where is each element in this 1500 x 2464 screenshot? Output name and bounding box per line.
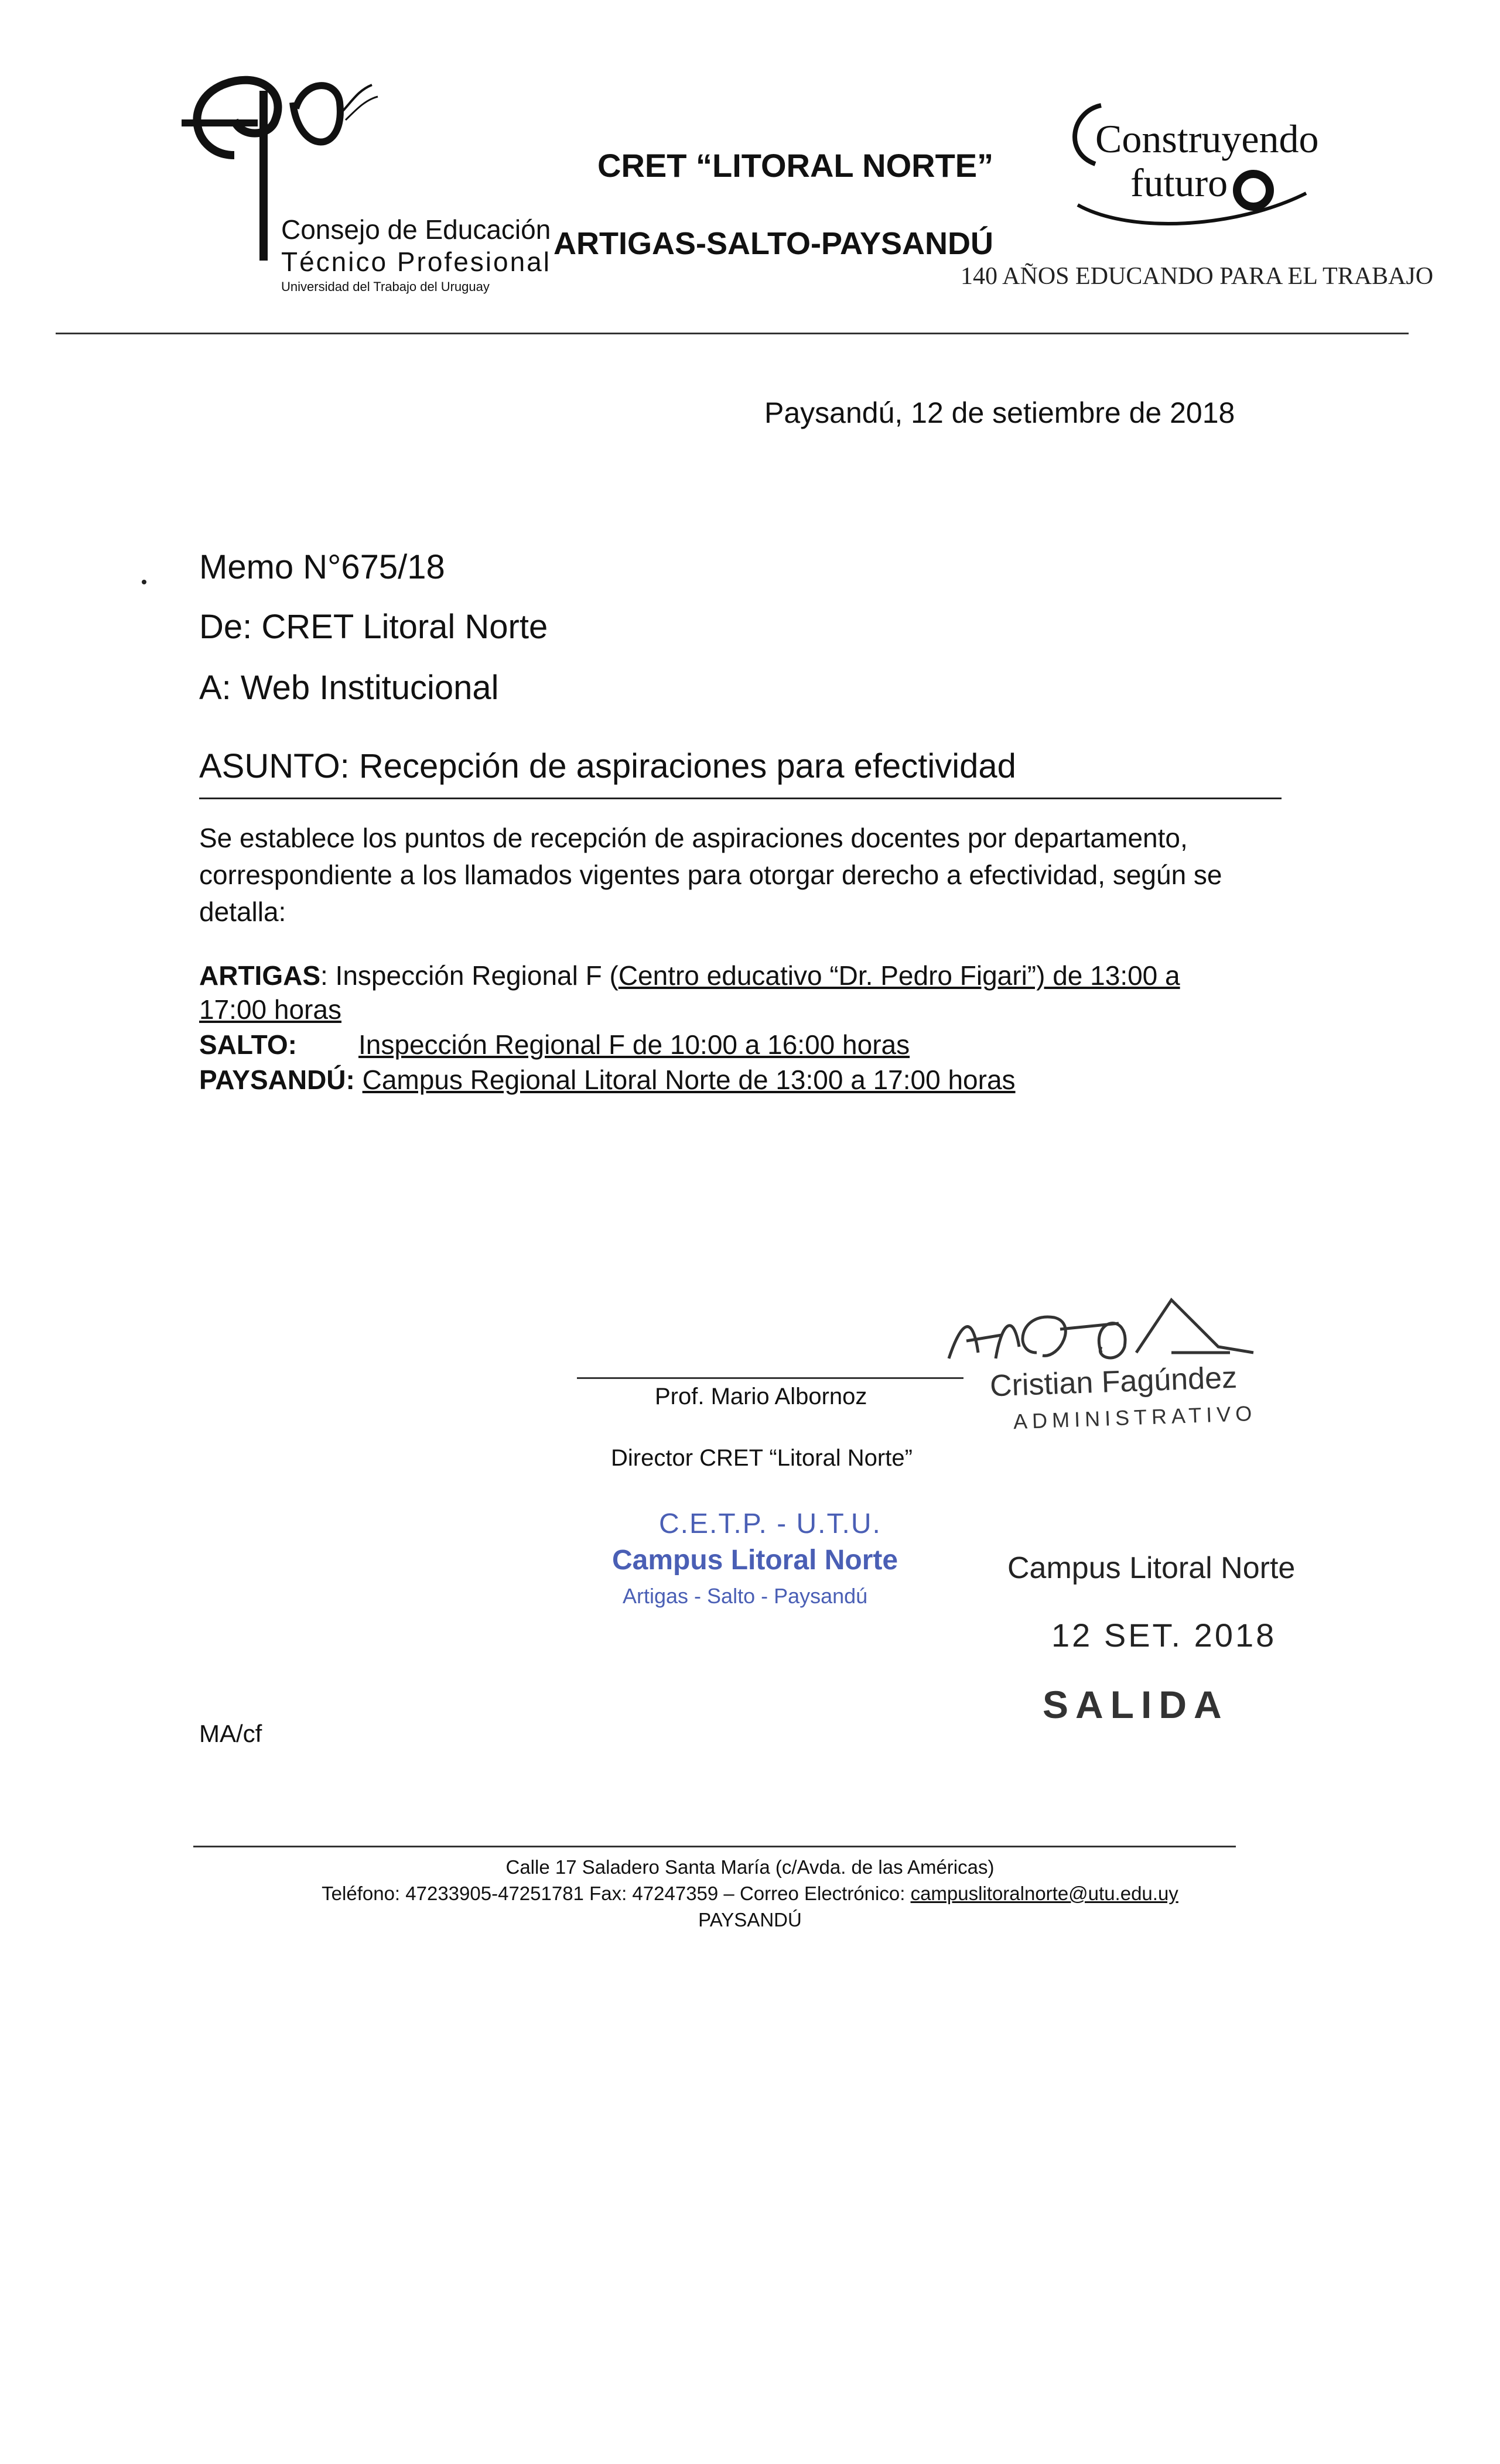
dept-artigas-pre: : Inspección Regional F (: [320, 960, 619, 991]
cetp-campus-stamp: [612, 1508, 940, 1613]
footer-contact: [0, 1883, 1500, 1905]
signature-line: [577, 1377, 963, 1379]
author-initials: MA/cf: [199, 1720, 262, 1747]
dept-artigas: [199, 959, 1180, 993]
signatory-role: Director CRET “Litoral Norte”: [611, 1445, 913, 1471]
dept-paysandu-label: PAYSANDÚ:: [199, 1065, 355, 1095]
stamp-signatory-role: ADMINISTRATIVO: [1013, 1401, 1257, 1434]
stamp-signatory-name: Cristian Fagúndez: [989, 1360, 1238, 1404]
header-title: CRET “LITORAL NORTE”: [597, 147, 994, 184]
margin-dot: [142, 580, 146, 584]
dept-artigas-detail-2: 17:00 horas: [199, 994, 341, 1025]
header-tagline: 140 AÑOS EDUCANDO PARA EL TRABAJO: [961, 263, 1434, 290]
dept-paysandu-detail: Campus Regional Litoral Norte de 13:00 a 17:00 horas: [362, 1065, 1016, 1095]
reception-stamp-campus: Campus Litoral Norte: [1007, 1551, 1296, 1585]
footer-email-link[interactable]: campuslitoralnorte@utu.edu.uy: [910, 1883, 1178, 1904]
cetp-logo: [170, 67, 551, 302]
reception-stamp-date: 12 SET. 2018: [1051, 1617, 1277, 1654]
logo-word-2: futuro: [1130, 160, 1228, 205]
construyendo-futuro-mark: [1060, 88, 1318, 240]
dept-paysandu: [199, 1063, 1016, 1097]
header-subtitle: ARTIGAS-SALTO-PAYSANDÚ: [553, 226, 994, 261]
footer-phone-fax: Teléfono: 47233905-47251781 Fax: 47247359 – Correo Electrónico:: [322, 1883, 911, 1904]
dept-artigas-cont: [199, 993, 341, 1026]
dept-salto-label: SALTO:: [199, 1029, 297, 1060]
signatory-name: Prof. Mario Albornoz: [655, 1384, 867, 1409]
dept-salto-detail: Inspección Regional F de 10:00 a 16:00 horas: [358, 1029, 910, 1060]
dept-artigas-label: ARTIGAS: [199, 960, 320, 991]
memo-subject: ASUNTO: Recepción de aspiraciones para efectividad: [199, 747, 1016, 785]
blue-stamp-line-2: Campus Litoral Norte: [612, 1545, 898, 1576]
header-divider: [56, 333, 1409, 334]
memo-to: A: Web Institucional: [199, 669, 499, 707]
memo-from: De: CRET Litoral Norte: [199, 608, 548, 646]
reception-stamp-salida: SALIDA: [1043, 1683, 1229, 1726]
subject-underline: [199, 798, 1282, 799]
blue-stamp-line-3: Artigas - Salto - Paysandú: [623, 1584, 868, 1608]
administrative-signature-stamp: [925, 1288, 1289, 1440]
logo-line-3: Universidad del Trabajo del Uruguay: [281, 279, 490, 294]
construyendo-futuro-logo: [1060, 88, 1318, 240]
memo-body: Se establece los puntos de recepción de aspiraciones docentes por departamento, correspondiente a los llamados vigentes para otorgar derecho a efectividad, según se detalla:: [199, 823, 1222, 927]
blue-stamp-line-1: C.E.T.P. - U.T.U.: [659, 1508, 881, 1539]
logo-word-1: Construyendo: [1095, 117, 1318, 161]
memo-number: Memo N°675/18: [199, 548, 445, 586]
logo-line-1: Consejo de Educación: [281, 214, 551, 245]
footer-divider: [193, 1846, 1236, 1847]
footer-city: PAYSANDÚ: [698, 1909, 802, 1931]
dept-artigas-detail-1: Centro educativo “Dr. Pedro Figari”) de 13:00 a: [618, 960, 1180, 991]
memo-date: Paysandú, 12 de setiembre de 2018: [764, 396, 1235, 429]
footer-address: Calle 17 Saladero Santa María (c/Avda. de las Américas): [505, 1856, 995, 1878]
logo-line-2: Técnico Profesional: [281, 247, 551, 277]
dept-salto: [199, 1028, 910, 1062]
